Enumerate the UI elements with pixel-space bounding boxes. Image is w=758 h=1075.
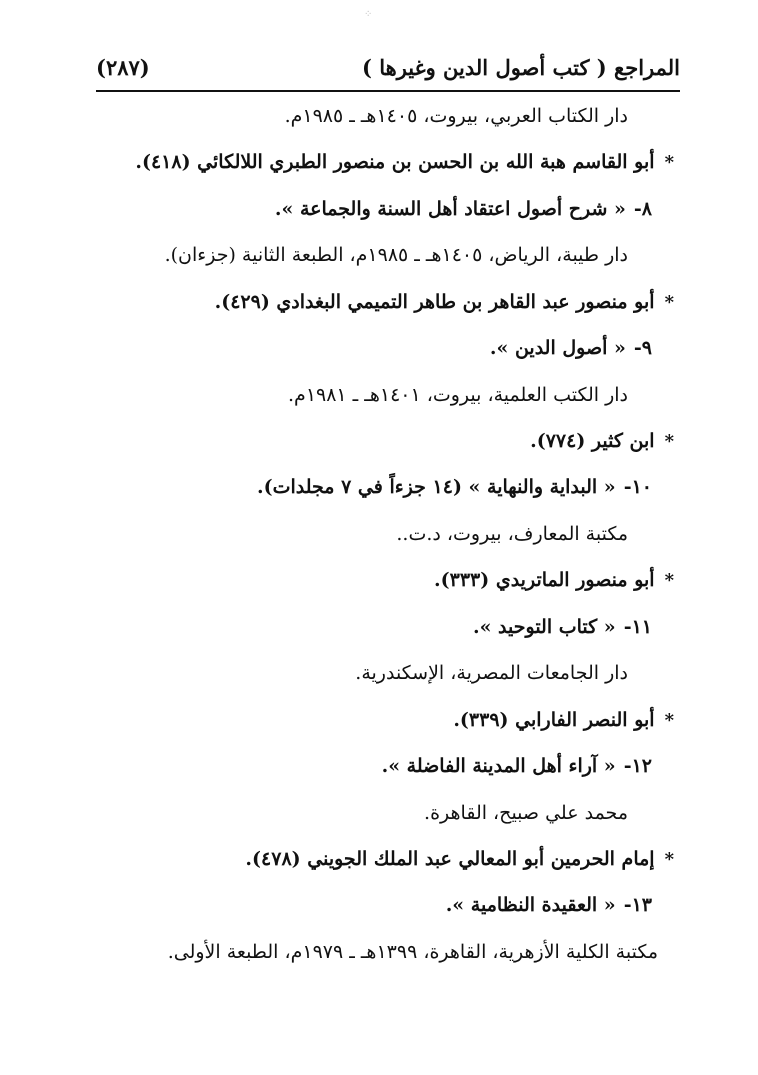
book-entry-13 — [446, 891, 652, 919]
entry-number: ٨- — [633, 198, 652, 220]
author-text: أبو منصور الماتريدي (٣٣٣). — [434, 569, 655, 591]
book-title: « العقيدة النظامية ». — [445, 894, 616, 916]
book-title: « كتاب التوحيد ». — [472, 616, 616, 638]
publisher-text: مكتبة الكلية الأزهرية، القاهرة، ١٣٩٩هـ ـ ١٩٧٩م، الطبعة الأولى. — [167, 941, 658, 963]
publisher-line — [355, 659, 628, 687]
publisher-line — [288, 381, 628, 409]
author-line — [434, 566, 674, 594]
entry-number: ١١- — [623, 616, 652, 638]
page-number: (٢٨٧) — [96, 55, 150, 80]
author-line — [245, 845, 674, 873]
author-line — [135, 148, 674, 176]
bullet-asterisk-icon: * — [664, 292, 674, 313]
author-line — [215, 288, 674, 316]
publisher-text: دار الجامعات المصرية، الإسكندرية. — [355, 662, 628, 684]
author-text: أبو منصور عبد القاهر بن طاهر التميمي البغدادي (٤٢٩). — [214, 291, 655, 313]
bullet-asterisk-icon: * — [664, 570, 674, 591]
scan-speck-icon: ⁘ — [364, 9, 373, 20]
publisher-line — [168, 938, 658, 966]
publisher-text: مكتبة المعارف، بيروت، د.ت.. — [396, 523, 628, 545]
book-title: « أصول الدين ». — [489, 337, 626, 359]
book-entry-8 — [275, 195, 652, 223]
publisher-line — [396, 520, 628, 548]
publisher-text: محمد علي صبيح، القاهرة. — [424, 802, 628, 824]
book-entry-10 — [257, 473, 652, 501]
entry-number: ١٣- — [623, 894, 652, 916]
entry-number: ٩- — [633, 337, 652, 359]
book-entry-12 — [382, 752, 652, 780]
header-rule — [96, 90, 680, 92]
book-entry-11 — [473, 613, 652, 641]
bullet-asterisk-icon: * — [664, 152, 674, 173]
author-text: أبو القاسم هبة الله بن الحسن بن منصور الطبري اللالكائي (٤١٨). — [135, 151, 655, 173]
book-title: « آراء أهل المدينة الفاضلة ». — [381, 755, 616, 777]
author-text: إمام الحرمين أبو المعالي عبد الملك الجويني (٤٧٨). — [245, 848, 655, 870]
bullet-asterisk-icon: * — [664, 710, 674, 731]
entry-number: ١٠- — [623, 476, 652, 498]
book-title: « البداية والنهاية » (١٤ جزءاً في ٧ مجلدات). — [257, 476, 616, 498]
publisher-text: دار طيبة، الرياض، ١٤٠٥هـ ـ ١٩٨٥م، الطبعة الثانية (جزءان). — [164, 244, 628, 266]
running-title: المراجع ( كتب أصول الدين وغيرها ) — [361, 55, 680, 80]
publisher-line — [285, 102, 628, 130]
author-text: ابن كثير (٧٧٤). — [530, 430, 655, 452]
author-line — [530, 427, 674, 455]
publisher-line — [165, 241, 628, 269]
author-text: أبو النصر الفارابي (٣٣٩). — [453, 709, 655, 731]
publisher-line — [424, 799, 628, 827]
author-line — [453, 706, 674, 734]
bullet-asterisk-icon: * — [664, 849, 674, 870]
bullet-asterisk-icon: * — [664, 431, 674, 452]
page-header — [96, 55, 680, 89]
publisher-text: دار الكتب العلمية، بيروت، ١٤٠١هـ ـ ١٩٨١م. — [288, 384, 628, 406]
publisher-text: دار الكتاب العربي، بيروت، ١٤٠٥هـ ـ ١٩٨٥م. — [284, 105, 628, 127]
book-entry-9 — [490, 334, 652, 362]
entry-number: ١٢- — [623, 755, 652, 777]
book-title: « شرح أصول اعتقاد أهل السنة والجماعة ». — [274, 198, 626, 220]
